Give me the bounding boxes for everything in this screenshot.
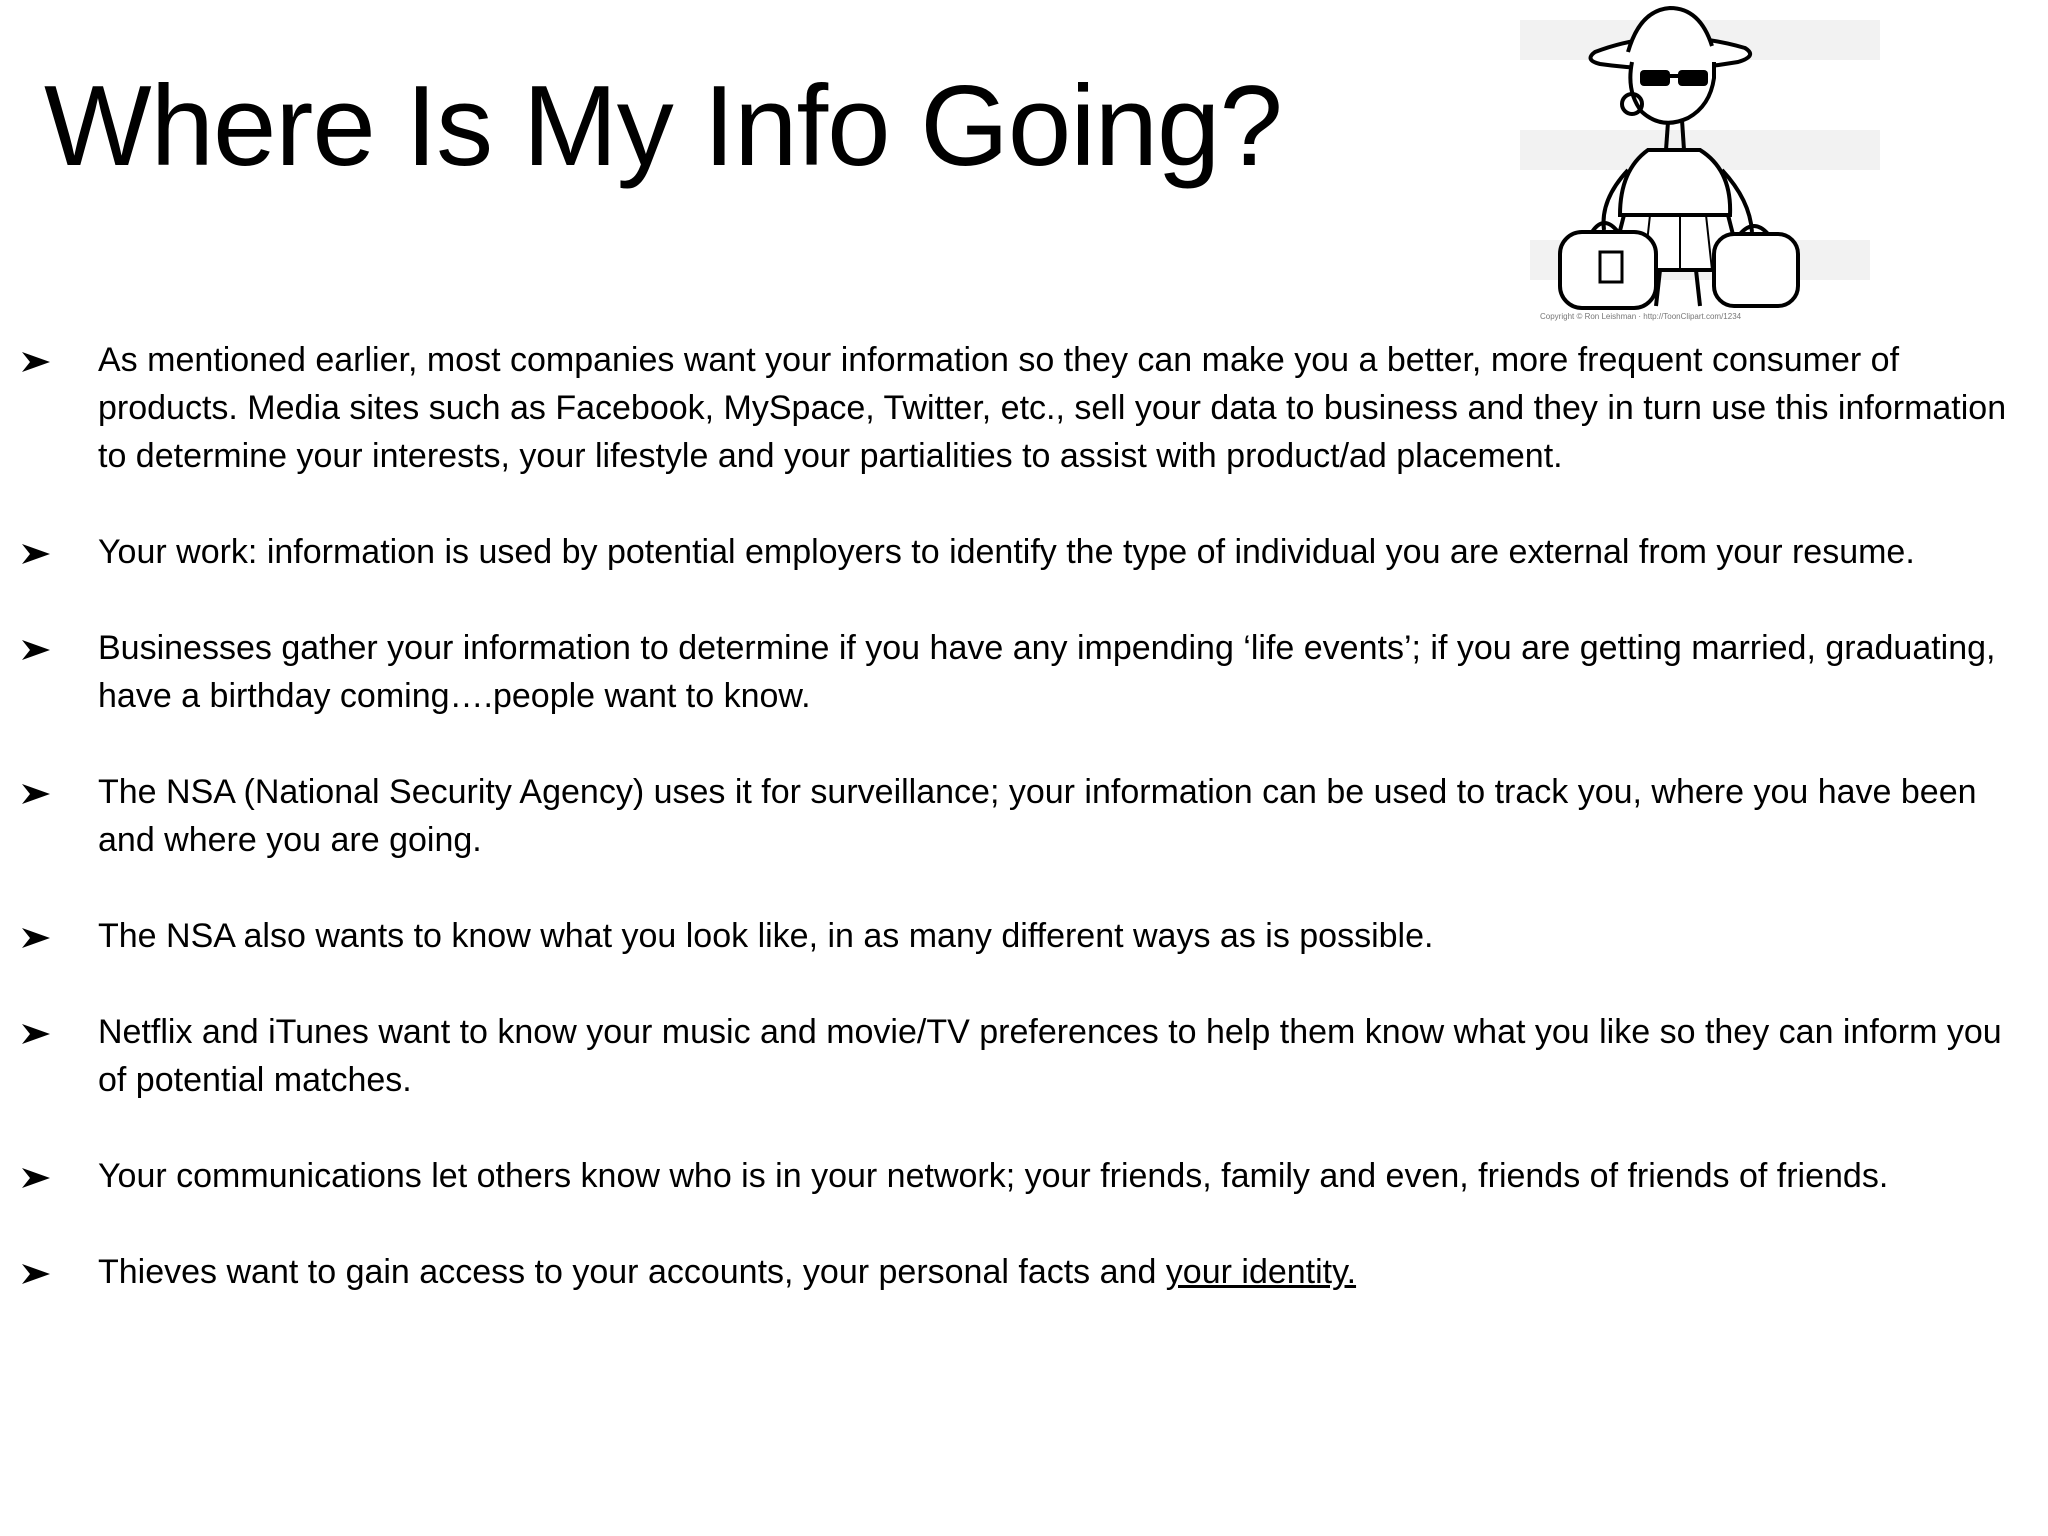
- traveler-with-suitcases-icon: [1500, 0, 1900, 330]
- bullet-text: The NSA (National Security Agency) uses it for surveillance; your information can be used to track you, where you have been and where you are going.: [98, 773, 1977, 859]
- bullet-text: Businesses gather your information to determine if you have any impending ‘life events’; if you are getting married, graduating, have a birthday coming….people want to know.: [98, 629, 1996, 715]
- arrow-bullet-icon: [20, 542, 52, 566]
- list-item: [20, 1248, 2030, 1296]
- list-item: [20, 1008, 2030, 1104]
- list-item: [20, 528, 2030, 576]
- bullet-text: Thieves want to gain access to your accounts, your personal facts and: [98, 1253, 1166, 1291]
- arrow-bullet-icon: [20, 1262, 52, 1286]
- identity-underlined-text: your identity.: [1165, 1253, 1357, 1291]
- arrow-bullet-icon: [20, 782, 52, 806]
- traveler-clipart: [1500, 0, 1900, 330]
- bullet-text: The NSA also wants to know what you look like, in as many different ways as is possible.: [98, 917, 1434, 955]
- bullet-list: [20, 336, 2030, 1344]
- bullet-text: As mentioned earlier, most companies want your information so they can make you a better, more frequent consumer of products. Media sites such as Facebook, MySpace, Twitter, etc., sell your data to business and they in turn use this information to determine your interests, your lifestyle and your partialities to assist with product/ad placement.: [98, 341, 2007, 475]
- list-item: [20, 336, 2030, 480]
- arrow-bullet-icon: [20, 638, 52, 662]
- bullet-text: Your communications let others know who is in your network; your friends, family and even, friends of friends of friends.: [98, 1157, 1889, 1195]
- arrow-bullet-icon: [20, 1022, 52, 1046]
- arrow-bullet-icon: [20, 1166, 52, 1190]
- clipart-caption: Copyright © Ron Leishman · http://ToonClipart.com/1234: [1540, 312, 1742, 321]
- arrow-bullet-icon: [20, 926, 52, 950]
- bullet-text: Netflix and iTunes want to know your music and movie/TV preferences to help them know what you like so they can inform you of potential matches.: [98, 1013, 2002, 1099]
- list-item: [20, 912, 2030, 960]
- bullet-text: Your work: information is used by potential employers to identify the type of individual you are external from your resume.: [98, 533, 1915, 571]
- list-item: [20, 768, 2030, 864]
- arrow-bullet-icon: [20, 350, 52, 374]
- slide-title: Where Is My Info Going?: [44, 63, 1282, 190]
- list-item: [20, 624, 2030, 720]
- list-item: [20, 1152, 2030, 1200]
